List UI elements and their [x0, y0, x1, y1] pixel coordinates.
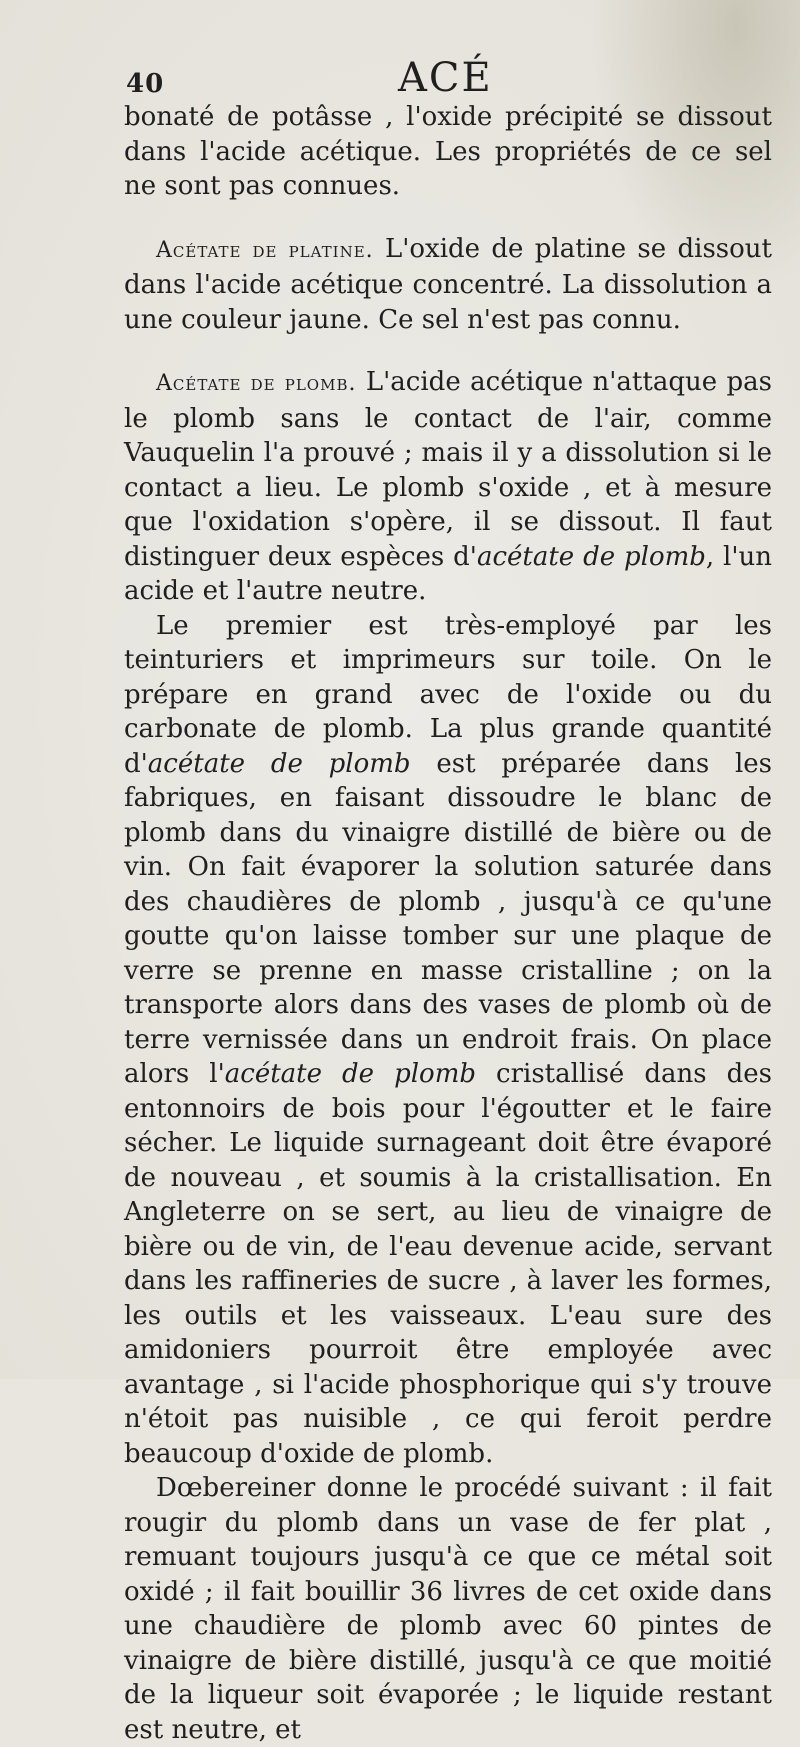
paragraph-doebereiner: Dœbereiner donne le procédé suivant : il fait rougir du plomb dans un vase de fer plat , remuant toujours jusqu'à ce que ce métal soit oxidé ; il fait bouillir 36 livres de cet oxide dans une chaudière de plomb avec 60 pintes de vinaigre de bière distillé, jusqu'à ce que moitié de la liqueur soit évaporée ; le liquide restant est neutre, et — [124, 1473, 772, 1745]
page-body — [124, 100, 772, 1747]
entry-text: L'acide acétique n'attaque pas le plomb sans le contact de l'air, comme Vauquelin l'a prouvé ; mais il y a dissolution si le contact a lieu. Le plomb s'oxide , et à mesure que l'oxidation s'opère, il se dissout. Il faut distinguer deux espèces d' — [124, 367, 773, 572]
paragraph-text: Le premier est très-employé par les teinturiers et imprimeurs sur toile. On le prépare en grand avec de l'oxide ou du carbonate de plomb. La plus grande quantité d' — [124, 610, 772, 779]
paragraph-continuation: bonaté de potâsse , l'oxide précipité se dissout dans l'acide acétique. Les propriétés de ce sel ne sont pas connues. — [124, 102, 772, 201]
italic-term: acétate de plomb — [147, 748, 411, 779]
entry-acetate-plomb — [124, 365, 772, 609]
entry-text: L'oxide de platine se dissout dans l'acide acétique concentré. La dissolution a une couleur jaune. Ce sel n'est pas connu. — [124, 233, 772, 335]
paragraph-premier — [124, 609, 772, 1472]
page-header — [126, 55, 766, 101]
running-head: ACÉ — [398, 55, 493, 101]
entry-text: , l'un acide et l'autre neutre. — [124, 541, 773, 606]
paragraph-text: est préparée dans les fabriques, en faisant dissoudre le blanc de plomb dans du vinaigre distillé de bière ou de vin. On fait évaporer la solution saturée dans des chaudières de plomb , jusqu'à ce qu'une goutte qu'on laisse tomber sur une plaque de verre se prenne en masse cristalline ; on la transporte alors dans des vases de plomb où de terre vernissée dans un endroit frais. On place alors l' — [124, 748, 772, 1089]
paragraph-text: cristallisé dans des entonnoirs de bois pour l'égoutter et le faire sécher. Le liquide surnageant doit être évaporé de nouveau , et soumis à la cristallisation. En Angleterre on se sert, au lieu de vinaigre de bière ou de vin, de l'eau devenue acide, servant dans les raffineries de sucre , à laver les formes, les outils et les vaisseaux. L'eau sure des amidoniers pourroit être employée avec avantage , si l'acide phosphorique qui s'y trouve n'étoit pas nuisible , ce qui feroit perdre beaucoup d'oxide de plomb. — [124, 1059, 772, 1469]
spacer — [124, 337, 772, 365]
entry-title: Acétate de platine. — [156, 237, 374, 263]
italic-term: acétate de plomb — [476, 541, 706, 572]
italic-term: acétate de plomb — [224, 1059, 476, 1089]
entry-acetate-platine — [124, 232, 772, 338]
entry-title: Acétate de plomb. — [156, 371, 357, 396]
spacer — [124, 204, 772, 232]
page-number: 40 — [126, 69, 165, 99]
